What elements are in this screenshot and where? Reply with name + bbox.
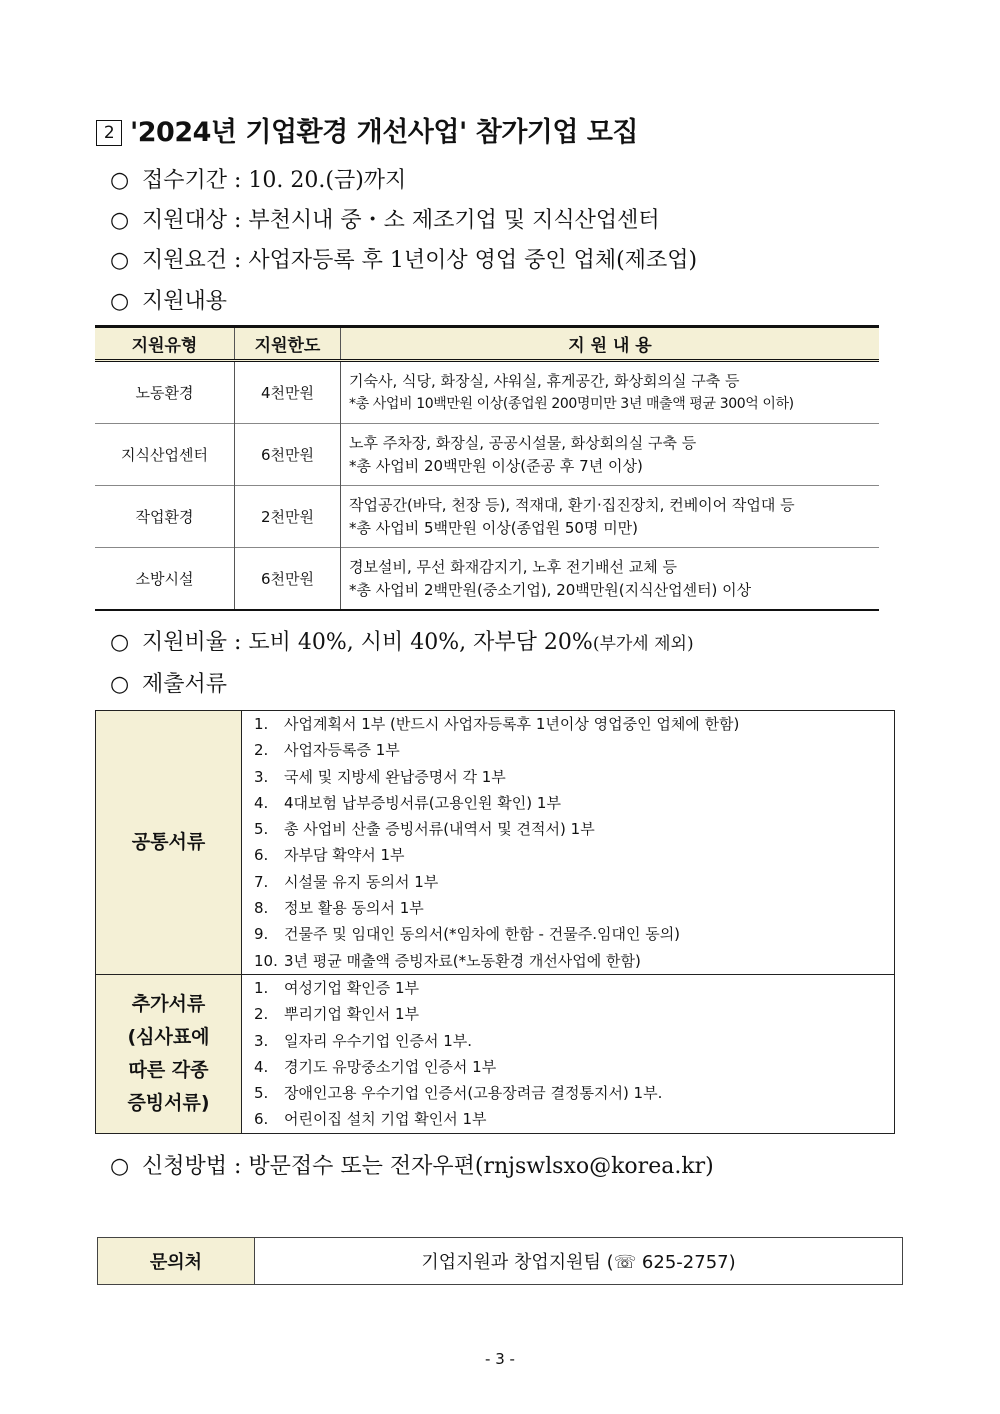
row-limit: 6천만원 [235, 424, 341, 486]
list-item: 4. 경기도 유망중소기업 인증서 1부 [254, 1057, 497, 1076]
bullet-documents: ○ 제출서류 [110, 672, 228, 697]
list-item: 8. 정보 활용 동의서 1부 [254, 899, 424, 918]
row-limit: 4천만원 [235, 361, 341, 424]
bullet-ratio: ○ 지원비율 : 도비 40%, 시비 40%, 자부담 20%(부가세 제외) [110, 630, 694, 655]
list-item: 2. 사업자등록증 1부 [254, 741, 400, 760]
table-row [95, 424, 879, 486]
list-item: 1. 여성기업 확인증 1부 [254, 978, 420, 997]
section-number: 2 [96, 120, 122, 146]
row-type: 노동환경 [95, 361, 235, 424]
documents-table [95, 710, 895, 1134]
list-item: 3. 일자리 우수기업 인증서 1부. [254, 1031, 473, 1050]
common-docs-list [242, 711, 895, 975]
circle-icon: ○ [110, 1154, 130, 1179]
list-item: 2. 뿌리기업 확인서 1부 [254, 1005, 420, 1024]
table-row [98, 1238, 903, 1285]
list-item: 5. 총 사업비 산출 증빙서류(내역서 및 견적서) 1부 [254, 820, 595, 839]
common-docs-label: 공통서류 [96, 711, 242, 975]
bullet-apply: ○ 신청방법 : 방문접수 또는 전자우편(rnjswlsxo@korea.kr) [110, 1154, 714, 1179]
list-item: 6. 자부담 확약서 1부 [254, 846, 405, 865]
bullet-target: ○ 지원대상 : 부천시내 중・소 제조기업 및 지식산업센터 [110, 208, 660, 233]
contact-value: 기업지원과 창업지원팀 (☏ 625-2757) [255, 1238, 903, 1285]
row-desc: 기숙사, 식당, 화장실, 샤워실, 휴게공간, 화상회의실 구축 등 *총 사업비 10백만원 이상(종업원 200명미만 3년 매출액 평균 300억 이하) [341, 361, 880, 424]
list-item: 6. 어린이집 설치 기업 확인서 1부 [254, 1110, 487, 1129]
list-item: 4. 4대보험 납부증빙서류(고용인원 확인) 1부 [254, 793, 561, 812]
extra-docs-list [242, 974, 895, 1133]
circle-icon: ○ [110, 289, 130, 314]
header-limit: 지원한도 [235, 327, 341, 361]
row-desc: 노후 주차장, 화장실, 공공시설물, 화상회의실 구축 등 *총 사업비 20백만원 이상(준공 후 7년 이상) [341, 424, 880, 486]
circle-icon: ○ [110, 248, 130, 273]
row-type: 지식산업센터 [95, 424, 235, 486]
circle-icon: ○ [110, 630, 130, 655]
table-row [95, 361, 879, 424]
row-limit: 2천만원 [235, 486, 341, 548]
contact-label: 문의처 [98, 1238, 255, 1285]
table-row [96, 974, 895, 1133]
extra-docs-label: 추가서류 (심사표에 따른 각종 증빙서류) [96, 974, 242, 1133]
list-item: 1. 사업계획서 1부 (반드시 사업자등록후 1년이상 영업중인 업체에 한함) [254, 715, 740, 733]
contact-table [97, 1237, 903, 1285]
row-desc: 작업공간(바닥, 천장 등), 적재대, 환기·집진장치, 컨베이어 작업대 등 *총 사업비 5백만원 이상(종업원 50명 미만) [341, 486, 880, 548]
row-type: 소방시설 [95, 548, 235, 611]
bullet-period: ○ 접수기간 : 10. 20.(금)까지 [110, 168, 407, 193]
header-type: 지원유형 [95, 327, 235, 361]
row-limit: 6천만원 [235, 548, 341, 611]
list-item: 3. 국세 및 지방세 완납증명서 각 1부 [254, 767, 506, 786]
bullet-content: ○ 지원내용 [110, 289, 228, 314]
circle-icon: ○ [110, 208, 130, 233]
circle-icon: ○ [110, 168, 130, 193]
table-row [95, 486, 879, 548]
header-content: 지 원 내 용 [341, 327, 880, 361]
row-desc: 경보설비, 무선 화재감지기, 노후 전기배선 교체 등 *총 사업비 2백만원(중소기업), 20백만원(지식산업센터) 이상 [341, 548, 880, 611]
page-number: - 3 - [485, 1350, 515, 1368]
circle-icon: ○ [110, 672, 130, 697]
list-item: 10. 3년 평균 매출액 증빙자료(*노동환경 개선사업에 한함) [254, 951, 641, 970]
table-row [96, 711, 895, 975]
section-title: 2 '2024년 기업환경 개선사업' 참가기업 모집 [96, 110, 638, 149]
list-item: 7. 시설물 유지 동의서 1부 [254, 872, 439, 891]
support-table-header [95, 327, 879, 361]
bullet-requirement: ○ 지원요건 : 사업자등록 후 1년이상 영업 중인 업체(제조업) [110, 248, 698, 273]
support-table [95, 325, 879, 611]
table-row [95, 548, 879, 611]
row-type: 작업환경 [95, 486, 235, 548]
list-item: 5. 장애인고용 우수기업 인증서(고용장려금 결정통지서) 1부. [254, 1084, 663, 1103]
list-item: 9. 건물주 및 임대인 동의서(*임차에 한함 - 건물주.임대인 동의) [254, 925, 681, 944]
